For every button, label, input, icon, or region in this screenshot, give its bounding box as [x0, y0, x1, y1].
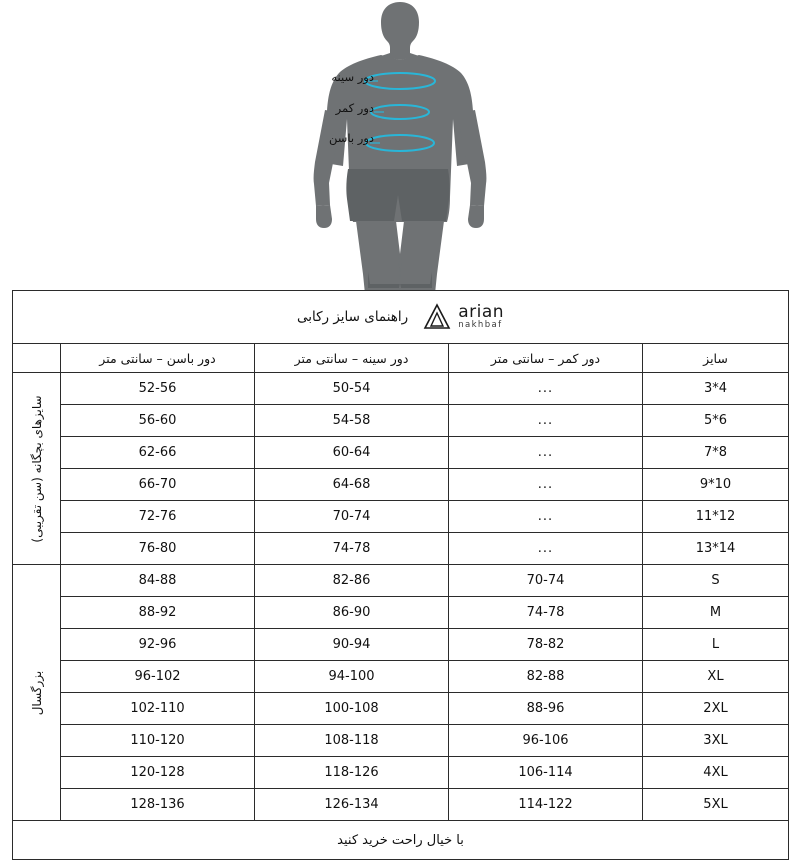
table-footer-row	[13, 821, 789, 860]
cell-chest: 108-118	[255, 725, 449, 757]
group-label-kids	[13, 373, 61, 565]
hip-measure-label: دور باسن	[329, 131, 374, 145]
cell-chest: 64-68	[255, 469, 449, 501]
cell-size: 7*8	[643, 437, 789, 469]
waist-measure-label: دور کمر	[335, 101, 374, 115]
header-size: سایز	[643, 344, 789, 373]
cell-size: XL	[643, 661, 789, 693]
cell-chest: 70-74	[255, 501, 449, 533]
cell-hip: 120-128	[61, 757, 255, 789]
cell-hip: 102-110	[61, 693, 255, 725]
brand-name-main: arian	[458, 301, 505, 322]
cell-hip: 62-66	[61, 437, 255, 469]
cell-size: M	[643, 597, 789, 629]
table-row	[13, 437, 789, 469]
group-label-adult-text: بزرگسال	[29, 670, 44, 715]
male-body-silhouette-icon	[0, 0, 800, 290]
cell-size: 3*4	[643, 373, 789, 405]
cell-waist: 114-122	[449, 789, 643, 821]
table-row	[13, 597, 789, 629]
header-chest: دور سینه – سانتی متر	[255, 344, 449, 373]
cell-waist: ...	[449, 373, 643, 405]
cell-chest: 94-100	[255, 661, 449, 693]
cell-waist: ...	[449, 501, 643, 533]
cell-waist: 78-82	[449, 629, 643, 661]
table-title-row	[13, 291, 789, 344]
size-chart-table	[12, 290, 789, 860]
cell-size: 5*6	[643, 405, 789, 437]
page-title: راهنمای سایز رکابی	[296, 309, 409, 325]
header-side	[13, 344, 61, 373]
cell-hip: 72-76	[61, 501, 255, 533]
group-label-kids-text: سایزهای بچگانه (سن تقریبی)	[29, 394, 44, 543]
cell-chest: 54-58	[255, 405, 449, 437]
table-row	[13, 725, 789, 757]
cell-chest: 86-90	[255, 597, 449, 629]
triangle-logo-icon	[422, 302, 452, 332]
table-row	[13, 629, 789, 661]
table-row	[13, 373, 789, 405]
footer-text: با خیال راحت خرید کنید	[13, 821, 789, 860]
cell-hip: 96-102	[61, 661, 255, 693]
cell-waist: ...	[449, 533, 643, 565]
table-row	[13, 757, 789, 789]
cell-hip: 56-60	[61, 405, 255, 437]
cell-size: 4XL	[643, 757, 789, 789]
cell-hip: 52-56	[61, 373, 255, 405]
table-title-cell	[13, 291, 789, 344]
cell-hip: 88-92	[61, 597, 255, 629]
table-row	[13, 693, 789, 725]
cell-waist: 96-106	[449, 725, 643, 757]
cell-chest: 118-126	[255, 757, 449, 789]
cell-hip: 128-136	[61, 789, 255, 821]
cell-chest: 100-108	[255, 693, 449, 725]
table-row	[13, 405, 789, 437]
brand-name	[458, 301, 505, 331]
cell-chest: 82-86	[255, 565, 449, 597]
table-row	[13, 533, 789, 565]
header-hip: دور باسن – سانتی متر	[61, 344, 255, 373]
cell-waist: 106-114	[449, 757, 643, 789]
table-row	[13, 469, 789, 501]
cell-hip: 66-70	[61, 469, 255, 501]
table-row	[13, 565, 789, 597]
body-figure-area	[0, 0, 800, 290]
brand-logo	[422, 302, 504, 332]
table-row	[13, 789, 789, 821]
size-chart-table-wrapper	[12, 290, 788, 860]
cell-waist: 82-88	[449, 661, 643, 693]
cell-hip: 92-96	[61, 629, 255, 661]
cell-hip: 110-120	[61, 725, 255, 757]
cell-size: L	[643, 629, 789, 661]
cell-waist: 88-96	[449, 693, 643, 725]
cell-chest: 74-78	[255, 533, 449, 565]
cell-waist: ...	[449, 469, 643, 501]
cell-waist: 70-74	[449, 565, 643, 597]
cell-waist: ...	[449, 437, 643, 469]
cell-hip: 84-88	[61, 565, 255, 597]
group-label-adult	[13, 565, 61, 821]
cell-chest: 60-64	[255, 437, 449, 469]
table-header-row	[13, 344, 789, 373]
cell-chest: 50-54	[255, 373, 449, 405]
cell-waist: 74-78	[449, 597, 643, 629]
cell-size: 13*14	[643, 533, 789, 565]
cell-size: S	[643, 565, 789, 597]
cell-size: 11*12	[643, 501, 789, 533]
cell-size: 5XL	[643, 789, 789, 821]
table-row	[13, 501, 789, 533]
table-row	[13, 661, 789, 693]
header-waist: دور کمر – سانتی متر	[449, 344, 643, 373]
cell-size: 9*10	[643, 469, 789, 501]
cell-waist: ...	[449, 405, 643, 437]
cell-hip: 76-80	[61, 533, 255, 565]
cell-chest: 126-134	[255, 789, 449, 821]
chest-measure-label: دور سینه	[331, 70, 374, 84]
cell-chest: 90-94	[255, 629, 449, 661]
cell-size: 2XL	[643, 693, 789, 725]
brand-name-sub: nakhbaf	[458, 320, 503, 331]
cell-size: 3XL	[643, 725, 789, 757]
